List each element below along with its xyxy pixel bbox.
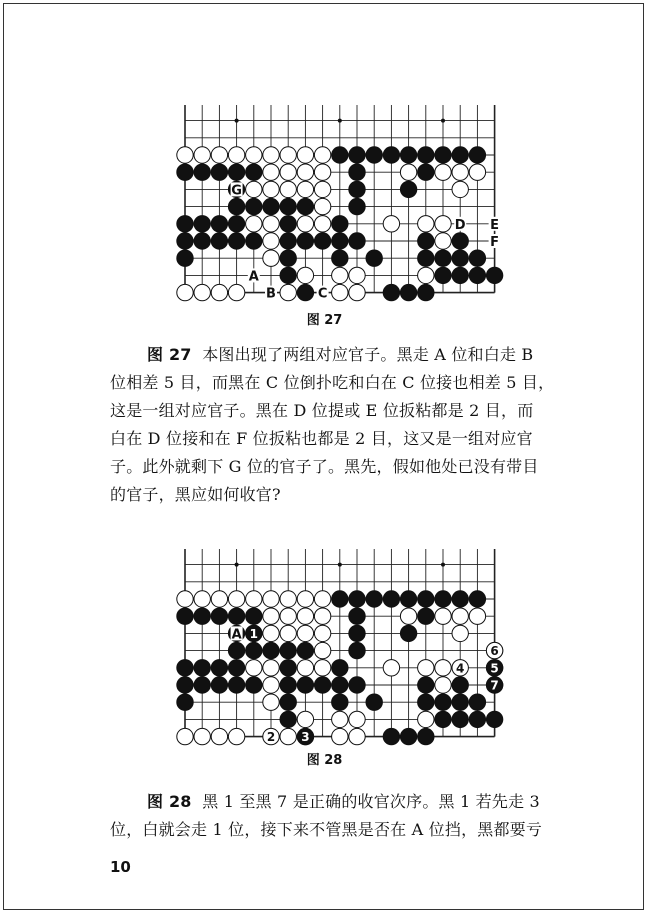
black-stone [177,677,193,693]
white-stone [314,216,330,232]
move-number: 3 [301,730,310,745]
black-stone [211,216,227,232]
black-stone [366,147,382,163]
black-stone [452,147,468,163]
text-line-4: 白在 D 位接和在 F 位扳粘也都是 2 目，这又是一组对应官 [110,429,533,448]
white-stone [297,181,313,197]
white-stone [452,164,468,180]
white-stone [211,591,227,607]
go-diagram-fig28 [174,541,499,745]
black-stone [418,164,434,180]
white-stone [349,267,365,283]
white-stone [314,164,330,180]
black-stone [349,625,365,641]
white-stone [246,147,262,163]
point-label: B [266,286,276,302]
white-stone [263,591,279,607]
point-label: D [454,217,466,233]
white-stone [280,608,296,624]
star-point [441,119,445,123]
black-stone [469,147,485,163]
white-stone [177,147,193,163]
white-stone [280,284,296,300]
white-stone [435,660,451,676]
figure-caption-28: 图 28 [306,753,343,768]
white-stone [194,591,210,607]
white-stone [297,711,313,727]
black-stone [469,250,485,266]
white-stone [228,728,244,744]
move-number: 5 [490,661,499,676]
black-stone [349,642,365,658]
black-stone [383,591,399,607]
black-stone [452,233,468,249]
white-stone [228,284,244,300]
white-stone [435,164,451,180]
white-stone [228,147,244,163]
white-stone [435,608,451,624]
black-stone [332,677,348,693]
white-stone [435,216,451,232]
black-stone [486,711,502,727]
black-stone [297,677,313,693]
white-stone [469,164,485,180]
white-stone [177,728,193,744]
point-label: G [231,183,242,199]
white-stone [383,216,399,232]
black-stone [418,591,434,607]
black-stone [418,284,434,300]
text-line-2: 位，白就会走 1 位，接下来不管黑是否在 A 位挡，黑都要亏 [110,820,543,839]
black-stone [435,147,451,163]
white-stone [263,677,279,693]
black-stone [486,267,502,283]
paragraph-line [110,788,580,816]
black-stone [228,198,244,214]
point-label: A [248,269,259,285]
black-stone [228,677,244,693]
black-stone [177,216,193,232]
black-stone [452,677,468,693]
go-diagram-fig27 [174,97,500,302]
black-stone [177,608,193,624]
black-stone [400,625,416,641]
black-stone [452,250,468,266]
text-line-3: 这是一组对应官子。黑在 D 位提或 E 位扳粘都是 2 目，而 [110,401,534,420]
black-stone [332,591,348,607]
white-stone [383,660,399,676]
white-stone [418,216,434,232]
black-stone [349,181,365,197]
black-stone [332,233,348,249]
black-stone [280,267,296,283]
black-stone [177,233,193,249]
white-stone [228,591,244,607]
paragraph-line [110,341,580,369]
black-stone [366,250,382,266]
black-stone [177,250,193,266]
black-stone [349,233,365,249]
black-stone [194,164,210,180]
white-stone [297,147,313,163]
go-board-fig28 [174,541,499,745]
black-stone [349,198,365,214]
star-point [235,563,239,567]
black-stone [418,147,434,163]
black-stone [280,642,296,658]
black-stone [246,642,262,658]
white-stone [297,216,313,232]
black-stone [280,233,296,249]
text-line-1: 本图出现了两组对应官子。黑走 A 位和白走 B [202,345,534,364]
black-stone [228,233,244,249]
black-stone [177,164,193,180]
black-stone [349,164,365,180]
black-stone [228,164,244,180]
black-stone [297,198,313,214]
black-stone [366,694,382,710]
black-stone [211,677,227,693]
star-point [338,563,342,567]
white-stone [280,181,296,197]
black-stone [469,694,485,710]
white-stone [435,233,451,249]
white-stone [452,625,468,641]
white-stone [332,284,348,300]
white-stone [314,147,330,163]
black-stone [435,711,451,727]
point-label: C [317,286,328,302]
star-point [441,563,445,567]
black-stone [349,608,365,624]
white-stone [194,284,210,300]
black-stone [211,164,227,180]
white-stone [263,216,279,232]
white-stone [349,284,365,300]
star-point [235,119,239,123]
white-stone [194,728,210,744]
black-stone [246,233,262,249]
white-stone [246,591,262,607]
black-stone [469,267,485,283]
white-stone [263,608,279,624]
white-stone [314,625,330,641]
white-stone [452,608,468,624]
text-line-6: 的官子，黑应如何收官? [110,485,281,504]
black-stone [177,660,193,676]
black-stone [349,147,365,163]
black-stone [400,181,416,197]
black-stone [280,216,296,232]
page-number: 10 [110,858,131,876]
white-stone [280,728,296,744]
white-stone [297,625,313,641]
black-stone [194,216,210,232]
white-stone [263,181,279,197]
black-stone [332,660,348,676]
go-board-fig27 [174,97,500,302]
white-stone [246,660,262,676]
black-stone [383,284,399,300]
white-stone [211,728,227,744]
paragraph-fig27 [110,341,580,509]
black-stone [211,660,227,676]
black-stone [297,233,313,249]
black-stone [349,591,365,607]
white-stone [418,660,434,676]
black-stone [211,233,227,249]
figure-reference: 图 28 [147,792,192,811]
point-label: E [490,217,500,233]
black-stone [246,677,262,693]
black-stone [228,642,244,658]
black-stone [418,694,434,710]
white-stone [280,147,296,163]
move-number: 6 [490,644,499,659]
black-stone [228,660,244,676]
white-stone [194,147,210,163]
white-stone [297,591,313,607]
white-stone [297,660,313,676]
black-stone [228,608,244,624]
black-stone [332,216,348,232]
white-stone [246,216,262,232]
text-line-1: 黑 1 至黑 7 是正确的收官次序。黑 1 若先走 3 [202,792,540,811]
white-stone [263,233,279,249]
black-stone [400,728,416,744]
white-stone [332,711,348,727]
figure-caption-27: 图 27 [306,313,343,328]
black-stone [297,642,313,658]
black-stone [332,694,348,710]
black-stone [314,677,330,693]
white-stone [297,267,313,283]
white-stone [211,147,227,163]
white-stone [418,711,434,727]
black-stone [280,250,296,266]
white-stone [263,625,279,641]
black-stone [194,233,210,249]
black-stone [246,198,262,214]
black-stone [297,284,313,300]
black-stone [211,608,227,624]
white-stone [280,164,296,180]
white-stone [263,164,279,180]
black-stone [228,216,244,232]
white-stone [263,147,279,163]
black-stone [435,591,451,607]
black-stone [194,677,210,693]
black-stone [435,267,451,283]
white-stone [332,267,348,283]
white-stone [332,728,348,744]
black-stone [194,608,210,624]
black-stone [280,660,296,676]
black-stone [280,198,296,214]
white-stone [297,164,313,180]
black-stone [400,284,416,300]
black-stone [418,233,434,249]
black-stone [469,591,485,607]
black-stone [418,728,434,744]
black-stone [400,147,416,163]
black-stone [280,711,296,727]
white-stone [400,164,416,180]
white-stone [297,608,313,624]
black-stone [349,677,365,693]
text-line-5: 子。此外就剩下 G 位的官子了。黑先，假如他处已没有带目 [110,457,539,476]
white-stone [349,711,365,727]
white-stone [280,625,296,641]
white-stone [314,591,330,607]
black-stone [246,164,262,180]
white-stone [263,660,279,676]
white-stone [314,608,330,624]
black-stone [435,694,451,710]
white-stone [177,591,193,607]
black-stone [366,591,382,607]
black-stone [418,250,434,266]
black-stone [383,728,399,744]
white-stone [263,694,279,710]
black-stone [435,250,451,266]
text-line-2: 位相差 5 目，而黑在 C 位倒扑吃和白在 C 位接也相差 5 目， [110,373,555,392]
black-stone [452,267,468,283]
white-stone [211,284,227,300]
white-stone [246,181,262,197]
white-stone [314,660,330,676]
move-number: 1 [249,626,258,641]
black-stone [263,642,279,658]
white-stone [314,181,330,197]
paragraph-fig28 [110,788,580,844]
white-stone [452,181,468,197]
black-stone [452,591,468,607]
black-stone [332,250,348,266]
black-stone [418,608,434,624]
black-stone [400,591,416,607]
point-label: F [490,235,500,250]
black-stone [280,677,296,693]
move-number: 2 [266,730,276,745]
white-stone [400,608,416,624]
black-stone [469,711,485,727]
black-stone [314,233,330,249]
white-stone [314,198,330,214]
move-number: 7 [490,678,499,693]
white-stone [263,250,279,266]
white-stone [349,728,365,744]
figure-reference: 图 27 [147,345,192,364]
white-stone [435,677,451,693]
white-stone [314,642,330,658]
move-number: 4 [456,661,465,676]
black-stone [280,694,296,710]
black-stone [452,711,468,727]
black-stone [177,694,193,710]
black-stone [194,660,210,676]
black-stone [383,147,399,163]
star-point [338,119,342,123]
white-stone [177,284,193,300]
black-stone [332,147,348,163]
white-stone [280,591,296,607]
black-stone [418,677,434,693]
black-stone [452,694,468,710]
white-stone [418,267,434,283]
black-stone [246,608,262,624]
white-stone [469,608,485,624]
black-stone [263,198,279,214]
point-label: A [231,627,242,643]
